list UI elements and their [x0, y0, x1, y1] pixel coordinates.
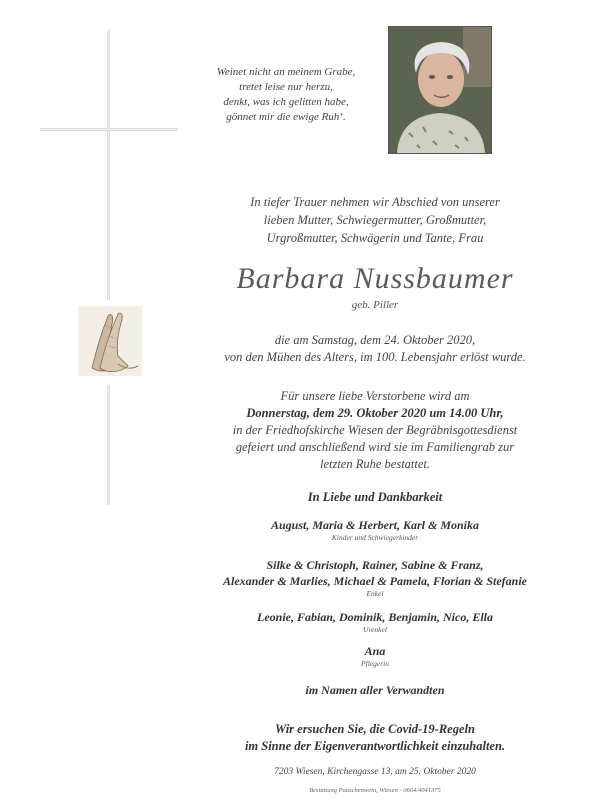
mourner-names: Silke & Christoph, Rainer, Sabine & Franz, [266, 558, 484, 572]
death-line: von den Mühen des Alters, im 100. Lebensjahr erlöst wurde. [224, 350, 526, 364]
funeral-date-time: Donnerstag, dem 29. Oktober 2020 um 14.00 Uhr, [246, 406, 504, 420]
funeral-line: Für unsere liebe Verstorbene wird am [280, 389, 470, 403]
mourner-role: Kinder und Schwiegerkinder [331, 533, 419, 542]
cross-icon [107, 30, 110, 505]
mourner-names: Ana [364, 644, 386, 658]
funeral-line: gefeiert und anschließend wird sie im Familiengrab zur [235, 440, 515, 454]
poem [196, 65, 376, 125]
covid-line: im Sinne der Eigenverantwortlichkeit einzuhalten. [244, 739, 506, 753]
mourner-names: Alexander & Marlies, Michael & Pamela, Florian & Stefanie [222, 574, 527, 588]
praying-hands-icon [78, 306, 142, 376]
mourner-role: Urenkel [363, 625, 387, 634]
intro-text [150, 193, 600, 247]
undertaker-info: Bestattung Pauschenwein, Wiesen - 0664/4041375 [309, 787, 441, 794]
mourning-heading: In Liebe und Dankbarkeit [307, 490, 443, 504]
maiden-name: geb. Piller [351, 299, 399, 311]
poem-line: gönnet mir die ewige Ruh‘. [226, 111, 346, 123]
funeral-line: in der Friedhofskirche Wiesen der Begräbnisgottesdienst [232, 423, 518, 437]
cross-beam [40, 128, 178, 131]
poem-line: Weinet nicht an meinem Grabe, [216, 66, 356, 78]
mourner-group [150, 517, 600, 543]
mourner-names: Leonie, Fabian, Dominik, Benjamin, Nico, Ella [256, 610, 494, 624]
death-line: die am Samstag, dem 24. Oktober 2020, [274, 333, 476, 347]
intro-line: Urgroßmutter, Schwägerin und Tante, Frau [266, 231, 484, 245]
all-relatives: im Namen aller Verwandten [305, 683, 445, 697]
portrait-photo [388, 26, 492, 154]
intro-line: lieben Mutter, Schwiegermutter, Großmutter, [263, 213, 487, 227]
mourner-group [150, 609, 600, 635]
mourner-group [150, 557, 600, 599]
mourner-names: August, Maria & Herbert, Karl & Monika [270, 518, 480, 532]
poem-line: denkt, was ich gelitten habe, [223, 96, 349, 108]
place-date: 7203 Wiesen, Kirchengasse 13, am 25. Oktober 2020 [274, 767, 476, 777]
mourner-role: Pflegerin [361, 659, 389, 668]
covid-notice [150, 721, 600, 755]
mourner-group [150, 643, 600, 669]
intro-line: In tiefer Trauer nehmen wir Abschied von unserer [250, 195, 500, 209]
poem-line: tretet leise nur herzu, [239, 81, 333, 93]
death-notice [150, 332, 600, 366]
covid-line: Wir ersuchen Sie, die Covid-19-Regeln [275, 722, 475, 736]
deceased-name: Barbara Nussbaumer [236, 262, 514, 295]
funeral-details [150, 388, 600, 473]
funeral-line: letzten Ruhe bestattet. [319, 457, 431, 471]
mourner-role: Enkel [366, 589, 384, 598]
